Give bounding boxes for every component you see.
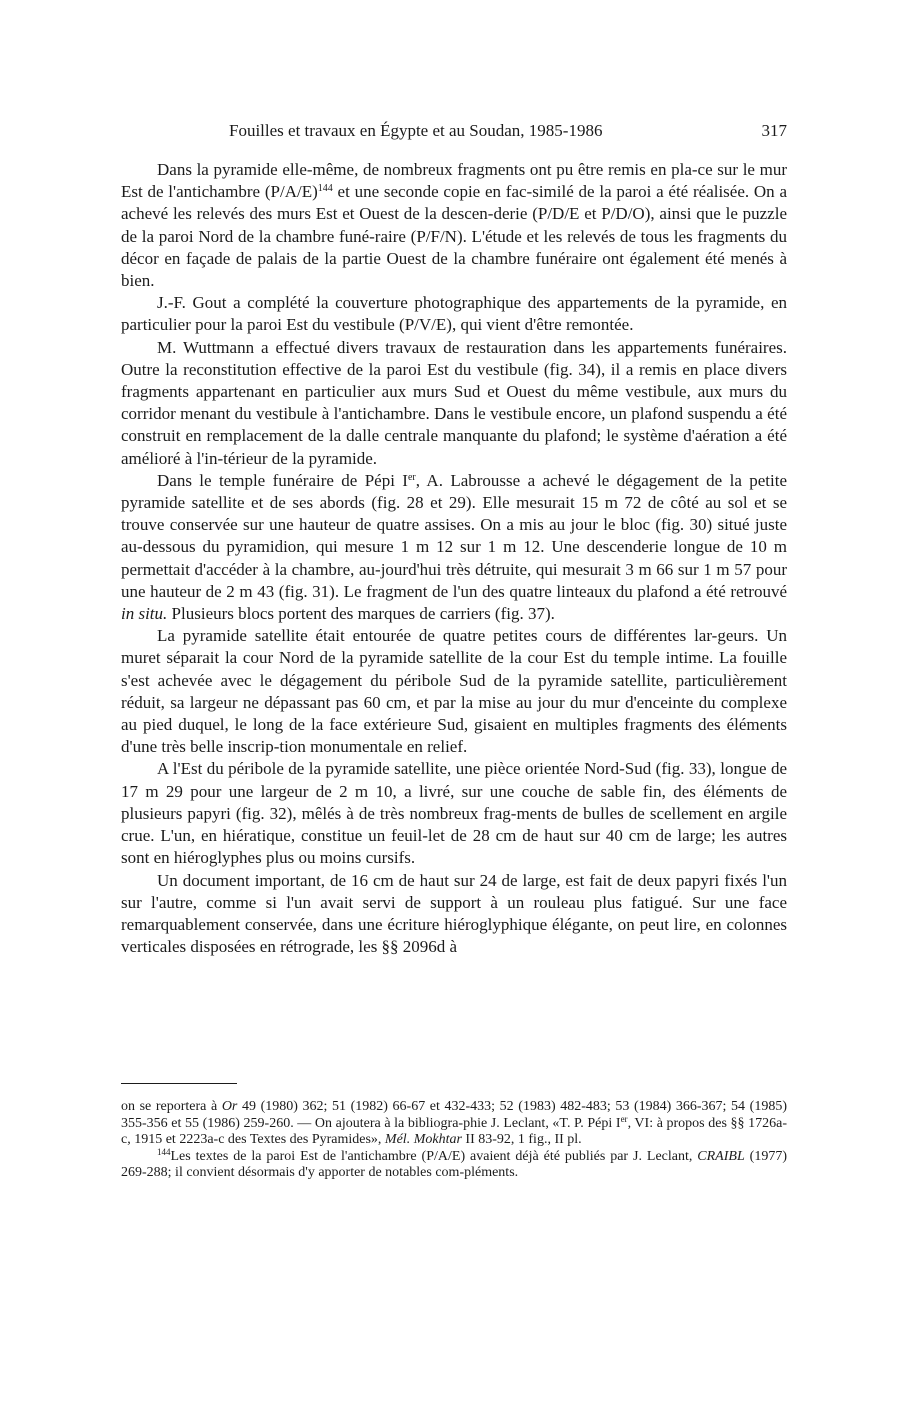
footnote-divider [121, 1083, 237, 1084]
running-header [121, 121, 787, 145]
footnotes [121, 1099, 787, 1182]
footnote-144: $^{144}$Les textes de la paroi Est de l'antichambre (P/A/E) avaient déjà été publiés par J. Leclant, CRAIBL (1977) 269-288; il convient désormais d'y apporter de notables com-pléments. [121, 1146, 787, 1181]
footnote-continuation: on se reportera à Or 49 (1980) 362; 51 (1982) 66-67 et 432-433; 52 (1983) 482-483; 53 (1984) 366-367; 54 (1985) 355-356 et 55 (1986) 259-260. — On ajoutera à la bibliogra-phie J. Leclant, «T. P. Pépi Ier, VI: à propos des §§ 1726a-c, 1915 et 2223a-c des Textes des Pyramides», Mél. Mokhtar II 83-92, 1 fig., II pl. [121, 1099, 787, 1148]
paragraph-gout: J.-F. Gout a complété la couverture photographique des appartements de la pyramide, en particulier pour la paroi Est du vestibule (P/V/E), qui vient d'être remontée. [121, 293, 787, 335]
paragraph-labrousse: Dans le temple funéraire de Pépi Ier, A. Labrousse a achevé le dégagement de la petite pyramide satellite et de ses abords (fig. 28 et 29). Elle mesurait 15 m 72 de côté au sol et se trouve conservée sur une hauteur de quatre assises. On a mis au jour le bloc (fig. 30) situé juste au-dessous du pyramidion, qui mesure 1 m 12 sur 1 m 12. Une descenderie longue de 10 m permettait d'accéder à la chambre, au-jourd'hui très détruite, qui mesurait 3 m 66 sur 1 m 57 pour une hauteur de 2 m 43 (fig. 31). Le fragment de l'un des quatre linteaux du plafond a été retrouvé in situ. Plusieurs blocs portent des marques de carriers (fig. 37). [121, 470, 787, 624]
paragraph-wuttmann: M. Wuttmann a effectué divers travaux de restauration dans les appartements funéraires. Outre la reconstitution effective de la paroi Est du vestibule (fig. 34), il a remis en place divers fragments appartenant en particulier aux murs Sud et Ouest du même vestibule, aux murs du corridor menant du vestibule à l'antichambre. Dans le vestibule encore, un plafond suspendu a été construit en remplacement de la dalle centrale manquante du plafond; le système d'aération a été amélioré à l'in-térieur de la pyramide. [121, 337, 787, 468]
paragraph-pyramid-fragments: Dans la pyramide elle-même, de nombreux fragments ont pu être remis en pla-ce sur le mur Est de l'antichambre $(P/A/E)^{144}$ et une seconde copie en fac-similé de la paroi a été réalisée. On a achevé les relevés des murs Est et Ouest de la descen-derie (P/D/E et P/D/O), ainsi que le puzzle de la paroi Nord de la chambre funé-raire (P/F/N). L'étude et les relevés de tous les fragments du décor en façade de palais de la partie Ouest de la chambre funéraire ont également été menés à bien. [121, 160, 787, 291]
main-text [121, 159, 787, 958]
paragraph-document: Un document important, de 16 cm de haut sur 24 de large, est fait de deux papyri fixés l'un sur l'autre, comme si l'un avait servi de support à un rouleau plus fatigué. Sur une face remarquablement conservée, dans une écriture hiéroglyphique élégante, on peut lire, en colonnes verticales disposées en rétrograde, les §§ 2096d à [121, 870, 787, 957]
footnote-number: 144 [157, 1146, 171, 1157]
footnote-ref-144: 144 [317, 183, 333, 195]
page-number: 317 [761, 121, 787, 140]
paragraph-papyri-room: A l'Est du péribole de la pyramide satellite, une pièce orientée Nord-Sud (fig. 33), longue de 17 m 29 pour une largeur de 2 m 10, a livré, sur une couche de sable fin, des éléments de plusieurs papyri (fig. 32), mêlés à de très nombreux frag-ments de bulles de scellement en argile crue. L'un, en hiératique, constitue un feuil-let de 28 cm de haut sur 40 cm de large; les autres sont en hiéroglyphes plus ou moins cursifs. [121, 759, 787, 868]
running-title: Fouilles et travaux en Égypte et au Soudan, 1985-1986 [229, 121, 603, 140]
paragraph-satellite-courts: La pyramide satellite était entourée de quatre petites cours de différentes lar-geurs. Un muret séparait la cour Nord de la pyramide satellite de la cour Est du temple intime. La fouille s'est achevée avec le dégagement du péribole Sud de la pyramide satellite, particulièrement réduit, sa largeur ne dépassant pas 60 cm, et par la mise au jour du mur d'enceinte du complexe au pied duquel, le long de la face extérieure Sud, gisaient en multiples fragments des éléments d'une très belle inscrip-tion monumentale en relief. [121, 626, 787, 757]
